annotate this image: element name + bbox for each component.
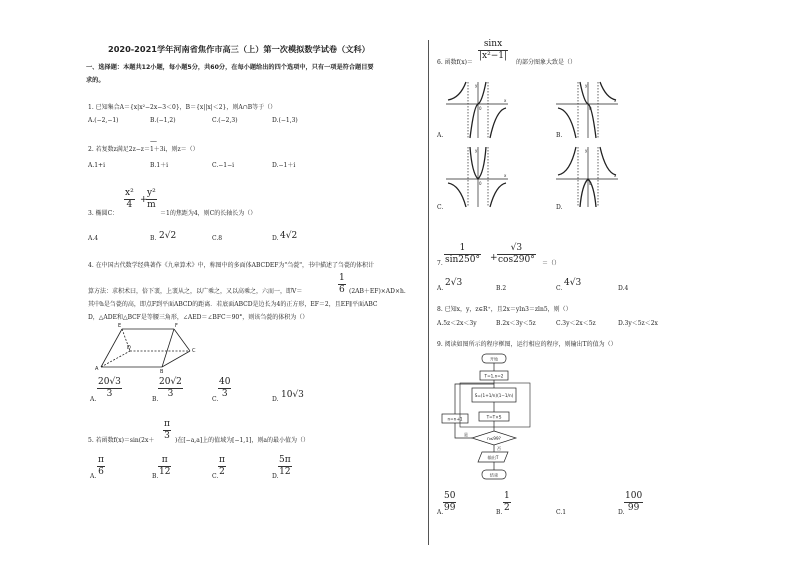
q4-line1: 4. 在中国古代数学经典著作《九章算术》中，称图中的多面体ABCDEF为"刍甍"，书中描述了刍甍的体积计 <box>88 262 374 269</box>
q7-option-d: D.4 <box>618 285 629 292</box>
q6c-axis-x: x <box>504 173 507 178</box>
q4-fraction <box>338 273 346 296</box>
section-heading-line2: 求的。 <box>86 77 105 84</box>
q3-stem: 3. 椭圆C： <box>88 210 119 217</box>
q5-option-d-label: D. <box>272 473 279 480</box>
q1-option-b: B.(−1,2) <box>150 117 176 124</box>
q3-frac1-den: 4 <box>124 199 135 211</box>
column-divider <box>428 40 429 545</box>
q6a-origin: 0 <box>479 106 482 111</box>
q6d-axis-x: x <box>614 173 617 178</box>
q9-b-den: 2 <box>504 503 510 513</box>
q3-option-b: 2√2 <box>159 231 177 241</box>
page-title: 2020-2021学年河南省焦作市高三（上）第一次模拟数学试卷（文科） <box>108 44 370 54</box>
q5-option-c-label: C. <box>212 473 219 480</box>
q1-stem: 1. 已知集合A＝{x|x²−2x−3＜0}，B＝{x||x|＜2}，则A∩B等于（） <box>88 104 277 111</box>
q7-fraction-1 <box>444 243 481 266</box>
q4-label-f: F <box>175 323 178 329</box>
q3-frac2-num: y² <box>147 188 156 198</box>
q7-option-a-label: A. <box>437 285 444 292</box>
q3-option-d: 4√2 <box>280 231 298 241</box>
q4-line2a: 算方法：求积术曰，倍下袤，上袤从之，以广乘之，又以高乘之，六而一，即V＝ <box>88 288 303 295</box>
q7-f2-num: √3 <box>510 243 523 253</box>
q5-a-num: π <box>98 455 104 465</box>
q5-option-b <box>158 455 171 478</box>
q9-d-num: 100 <box>625 491 643 501</box>
q9-a-den: 99 <box>444 503 456 513</box>
q4-label-a: A <box>95 366 99 372</box>
q5-option-c <box>218 455 226 478</box>
q4-a-den: 3 <box>97 388 122 400</box>
q7-option-c: 4√3 <box>564 278 582 288</box>
q5-d-num: 5π <box>279 455 291 465</box>
flow-yes-label: 是 <box>463 432 469 437</box>
q6-option-a: A. <box>437 132 444 139</box>
q6-option-c: C. <box>437 204 444 211</box>
q7-stem: 7. <box>437 260 443 267</box>
q6d-axis-y: y <box>585 148 588 153</box>
q4-line4: D，△ADE和△BCF是等腰三角形，∠AED＝∠BFC＝90°，则该刍甍的体积为（） <box>88 314 309 321</box>
q4-a-num: 20√3 <box>98 377 121 387</box>
q2-option-c: C.−1−i <box>212 162 235 169</box>
flow-end-label: 结束 <box>489 472 499 478</box>
q7-plus: + <box>490 253 498 263</box>
q6a-axis-x: x <box>504 98 507 103</box>
q2-conjugate-bar: — <box>150 137 157 145</box>
q4-label-c: C <box>192 348 196 354</box>
q6-frac-den: |x²−1| <box>479 51 508 61</box>
q9-a-num: 50 <box>444 491 456 501</box>
q3-option-a: A.4 <box>88 235 99 242</box>
q8-option-c: C.3y＜2x＜5z <box>556 320 596 327</box>
q4-line2b: (2AB＋EF)×AD×h. <box>349 288 406 295</box>
q2-stem: 2. 若复数z满足2z−z＝1＋3i，则z＝（） <box>88 146 199 153</box>
q4-option-d: 10√3 <box>281 390 304 400</box>
section-heading-line1: 一、选择题：本题共12小题，每小题5分，共60分，在每小题给出的四个选项中，只有一项是符合题目要 <box>86 64 374 71</box>
q8-option-a: A.5z＜2x＜3y <box>437 320 477 327</box>
q4-b-num: 20√2 <box>159 377 182 387</box>
q6c-origin: 0 <box>479 181 482 186</box>
q5-b-num: π <box>161 455 168 465</box>
q4-option-d-label: D. <box>272 396 279 403</box>
q3-fraction-x <box>124 188 135 211</box>
q4-option-b-label: B. <box>152 396 159 403</box>
q3-stem2: ＝1的焦距为4，则C的长轴长为（） <box>160 210 257 217</box>
q2-option-d: D.−1＋i <box>272 162 296 169</box>
q4-label-d: D <box>127 345 131 351</box>
q6-graph-a <box>446 80 510 140</box>
q9-stem: 9. 阅读如图所示的程序框图，运行相应的程序，则输出T的值为（） <box>437 341 617 348</box>
q4-option-c-label: C. <box>212 396 219 403</box>
q6b-axis-y: y <box>585 83 588 88</box>
q6-graph-c <box>446 145 510 209</box>
q6b-axis-x: x <box>614 98 617 103</box>
flow-body-label: S=(1+1/n)(1−1/n) <box>474 393 514 398</box>
flow-start-label: 开始 <box>489 356 499 362</box>
flow-no-label: 否 <box>496 446 502 451</box>
q2-option-a: A.1+i <box>88 162 106 169</box>
q5-option-a-label: A. <box>90 473 97 480</box>
q5-stem: 5. 若函数f(x)＝sin(2x＋ <box>88 437 155 444</box>
q5-c-den: 2 <box>219 467 225 477</box>
q4-c-num: 40 <box>219 377 231 387</box>
q3-frac2-den: m <box>147 200 156 210</box>
q1-option-c: C.(−2,3) <box>212 117 238 124</box>
flow-cond-label: n≤99? <box>487 436 501 441</box>
q4-option-b <box>158 377 183 400</box>
q8-option-d: D.3y＜5z＜2x <box>618 320 658 327</box>
q7-f1-den: sin250° <box>445 255 480 265</box>
q4-frac-num: 1 <box>339 273 345 283</box>
q2-option-b: B.1＋i <box>150 162 169 169</box>
q7-option-a: 2√3 <box>445 278 463 288</box>
q3-fraction-y <box>146 188 157 211</box>
q8-stem: 8. 已知x，y，z∈R⁺，且2x＝yln3＝zln5，则（） <box>437 306 572 313</box>
q7-fraction-2 <box>497 243 536 266</box>
q4-c-den: 3 <box>218 388 231 400</box>
q6-fraction <box>478 39 508 62</box>
q9-flowchart <box>438 352 558 484</box>
q6-stem2: 的部分图象大致是（） <box>516 59 577 66</box>
q5-option-b-label: B. <box>152 473 159 480</box>
q9-option-d-label: D. <box>618 509 625 516</box>
q5-fraction <box>163 419 171 442</box>
q1-option-d: D.(−1,3) <box>272 117 298 124</box>
q6-option-b: B. <box>556 132 563 139</box>
q3-option-d-label: D. <box>272 235 279 242</box>
q8-option-b: B.2x＜3y＜5z <box>496 320 536 327</box>
q5-option-a <box>97 455 105 478</box>
q7-option-b: B.2 <box>496 285 507 292</box>
q6-option-d: D. <box>556 204 563 211</box>
q3-option-c: C.8 <box>212 235 223 242</box>
q4-option-a-label: A. <box>90 396 97 403</box>
q3-plus: + <box>140 195 148 205</box>
q6b-origin: 0 <box>589 106 592 111</box>
q4-option-c <box>218 377 231 400</box>
q4-b-den: 3 <box>158 388 183 400</box>
q5-frac-den: 3 <box>164 431 170 441</box>
q9-b-num: 1 <box>504 491 510 501</box>
q7-stem2: ＝（） <box>542 260 561 267</box>
q9-option-b-label: B. <box>496 509 503 516</box>
q7-f1-num: 1 <box>459 243 466 253</box>
q7-option-c-label: C. <box>556 285 563 292</box>
flow-update-label: T=T×S <box>486 414 502 420</box>
q6-graph-d <box>556 145 620 209</box>
q7-f2-den: cos290° <box>498 255 535 265</box>
q1-option-a: A.(−2,−1) <box>88 117 119 124</box>
q3-option-b-label: B. <box>150 235 157 242</box>
q6a-axis-y: y <box>475 83 478 88</box>
q9-d-den: 99 <box>624 502 643 514</box>
q5-a-den: 6 <box>98 467 104 477</box>
flow-inc-label: n=n+1 <box>447 416 463 422</box>
q4-line3: 其中h是刍甍的高，即点F到平面ABCD的距离．若底面ABCD是边长为4的正方形，EF＝2，且EF∥平面ABC <box>88 301 378 308</box>
q9-option-c: C.1 <box>556 509 567 516</box>
q6-stem: 6. 函数f(x)＝ <box>437 59 473 66</box>
flow-output-label: 输出T <box>487 455 499 460</box>
q4-label-e: E <box>118 323 122 329</box>
q4-option-a <box>97 377 122 400</box>
q6c-axis-y: y <box>475 148 478 153</box>
q5-frac-num: π <box>164 419 170 429</box>
q5-b-den: 12 <box>159 467 171 477</box>
q9-option-a <box>443 491 456 514</box>
q6-frac-num: sinx <box>483 39 503 49</box>
q5-c-num: π <box>219 455 225 465</box>
q9-option-b <box>503 491 511 514</box>
q4-polyhedron-figure <box>95 323 200 375</box>
q9-option-a-label: A. <box>437 509 444 516</box>
q5-stem2: )在[−a,a]上的值域为[−1,1]，则a的最小值为（） <box>175 437 309 444</box>
q3-frac1-num: x² <box>125 188 134 198</box>
q6d-origin: 0 <box>589 181 592 186</box>
q4-frac-den: 6 <box>339 285 345 295</box>
flow-init-label: T=1,n=2 <box>484 373 504 379</box>
q5-d-den: 12 <box>279 467 291 477</box>
q5-option-d <box>278 455 292 478</box>
q4-label-b: B <box>160 369 164 375</box>
q6-graph-b <box>556 80 620 140</box>
q9-option-d <box>624 491 643 514</box>
